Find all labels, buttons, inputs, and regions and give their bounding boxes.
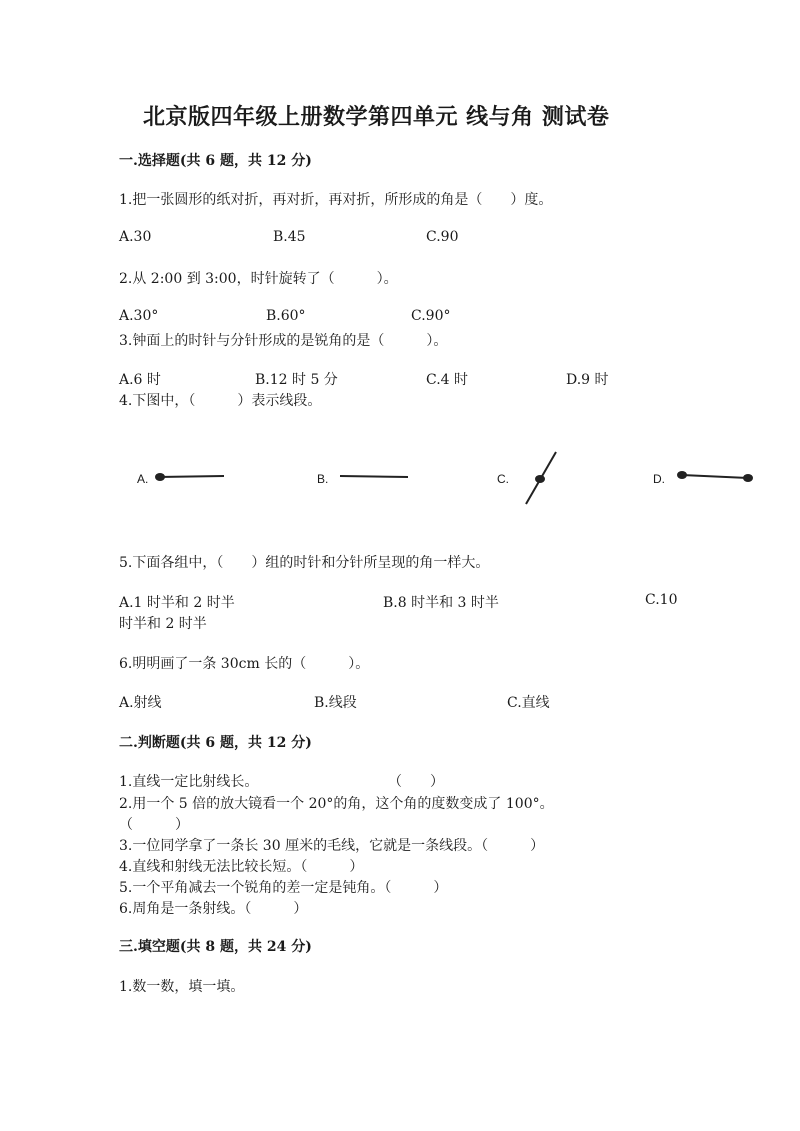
figure-d-label: D. (653, 472, 665, 486)
question-2-option-b[interactable]: B.60° (266, 308, 306, 324)
question-5-option-c-continued: 时半和 2 时半 (119, 616, 207, 632)
page-title: 北京版四年级上册数学第四单元 线与角 测试卷 (143, 104, 610, 130)
question-4-stem: 4.下图中，（ ）表示线段。 (119, 393, 322, 409)
question-5-option-c[interactable]: C.10 (645, 592, 678, 608)
question-5-stem: 5.下面各组中，（ ）组的时针和分针所呈现的角一样大。 (119, 555, 490, 571)
figure-d-segment (672, 465, 762, 489)
question-3-option-b[interactable]: B.12 时 5 分 (255, 372, 338, 388)
question-3-option-c[interactable]: C.4 时 (426, 372, 469, 388)
question-2-stem: 2.从 2:00 到 3:00，时针旋转了（ ）。 (119, 271, 398, 287)
section-heading-fill-in: 三.填空题(共 8 题，共 24 分) (119, 939, 312, 955)
figure-b-label: B. (317, 472, 329, 486)
figure-b-line (336, 465, 416, 489)
fill-in-1: 1.数一数，填一填。 (119, 979, 245, 995)
question-2-option-c[interactable]: C.90° (411, 308, 451, 324)
question-3-option-d[interactable]: D.9 时 (566, 372, 609, 388)
question-2-option-a[interactable]: A.30° (119, 308, 159, 324)
question-5-option-a[interactable]: A.1 时半和 2 时半 (119, 595, 235, 611)
question-1-option-a[interactable]: A.30 (119, 229, 152, 245)
figure-a-label: A. (137, 472, 149, 486)
judgement-6: 6.周角是一条射线。（ ） (119, 901, 308, 917)
figure-c-ray (516, 448, 566, 508)
question-3-stem: 3.钟面上的时针与分针形成的是锐角的是（ ）。 (119, 333, 448, 349)
question-1-option-b[interactable]: B.45 (273, 229, 306, 245)
section-heading-choice: 一.选择题(共 6 题，共 12 分) (119, 153, 312, 169)
judgement-4: 4.直线和射线无法比较长短。（ ） (119, 859, 364, 875)
question-3-option-a[interactable]: A.6 时 (119, 372, 161, 388)
question-5-option-b[interactable]: B.8 时半和 3 时半 (383, 595, 499, 611)
judgement-2-answer[interactable]: （ ） (119, 817, 189, 833)
question-6-option-a[interactable]: A.射线 (119, 695, 162, 711)
question-1-option-c[interactable]: C.90 (426, 229, 459, 245)
judgement-1: 1.直线一定比射线长。 (119, 774, 259, 790)
judgement-2: 2.用一个 5 倍的放大镜看一个 20°的角，这个角的度数变成了 100°。 (119, 796, 554, 812)
question-6-option-b[interactable]: B.线段 (314, 695, 357, 711)
judgement-5: 5.一个平角减去一个锐角的差一定是钝角。（ ） (119, 880, 448, 896)
figure-a-ray (150, 465, 230, 489)
question-6-stem: 6.明明画了一条 30cm 长的（ ）。 (119, 656, 370, 672)
figure-c-label: C. (497, 472, 509, 486)
section-heading-judgement: 二.判断题(共 6 题，共 12 分) (119, 735, 312, 751)
judgement-1-answer[interactable]: （ ） (388, 774, 444, 790)
question-1-stem: 1.把一张圆形的纸对折，再对折，再对折，所形成的角是（ ）度。 (119, 192, 553, 208)
question-6-option-c[interactable]: C.直线 (507, 695, 550, 711)
judgement-3: 3.一位同学拿了一条长 30 厘米的毛线，它就是一条线段。（ ） (119, 838, 545, 854)
